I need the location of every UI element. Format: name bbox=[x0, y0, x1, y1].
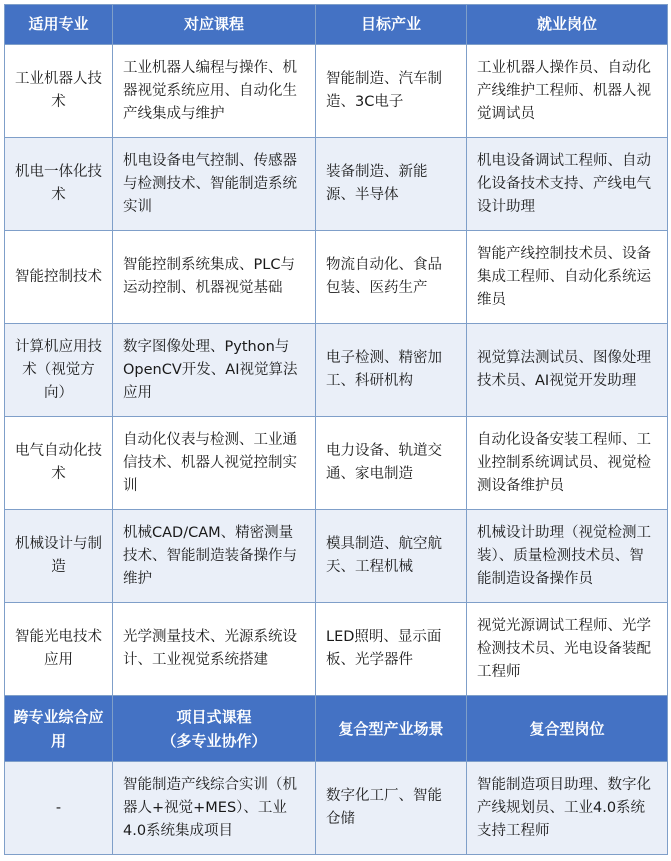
header-jobs: 就业岗位 bbox=[467, 5, 668, 45]
major-cell: 机械设计与制造 bbox=[5, 510, 113, 603]
jobs-cell: 智能产线控制技术员、设备集成工程师、自动化系统运维员 bbox=[467, 231, 668, 324]
courses-cell: 自动化仪表与检测、工业通信技术、机器人视觉控制实训 bbox=[113, 417, 316, 510]
header2-courses: 项目式课程 （多专业协作） bbox=[113, 696, 316, 762]
table-row bbox=[5, 45, 668, 138]
jobs-cell: 机械设计助理（视觉检测工装）、质量检测技术员、智能制造设备操作员 bbox=[467, 510, 668, 603]
major-cell: 计算机应用技术（视觉方向） bbox=[5, 324, 113, 417]
major-cell: 智能光电技术应用 bbox=[5, 603, 113, 696]
courses-cell: 机械CAD/CAM、精密测量技术、智能制造装备操作与维护 bbox=[113, 510, 316, 603]
table-row bbox=[5, 417, 668, 510]
jobs-cell: 机电设备调试工程师、自动化设备技术支持、产线电气设计助理 bbox=[467, 138, 668, 231]
table-row bbox=[5, 324, 668, 417]
major-course-industry-table bbox=[4, 4, 668, 855]
table-row bbox=[5, 762, 668, 855]
header2-industry: 复合型产业场景 bbox=[316, 696, 467, 762]
major-cell: 机电一体化技术 bbox=[5, 138, 113, 231]
header-major: 适用专业 bbox=[5, 5, 113, 45]
major-cell: 电气自动化技术 bbox=[5, 417, 113, 510]
courses-cell: 光学测量技术、光源系统设计、工业视觉系统搭建 bbox=[113, 603, 316, 696]
jobs-cell: 视觉算法测试员、图像处理技术员、AI视觉开发助理 bbox=[467, 324, 668, 417]
industry-cell: 智能制造、汽车制造、3C电子 bbox=[316, 45, 467, 138]
courses-cell: 智能控制系统集成、PLC与运动控制、机器视觉基础 bbox=[113, 231, 316, 324]
industry-cell: 物流自动化、食品包装、医药生产 bbox=[316, 231, 467, 324]
jobs-cell: 自动化设备安装工程师、工业控制系统调试员、视觉检测设备维护员 bbox=[467, 417, 668, 510]
major-cell: - bbox=[5, 762, 113, 855]
jobs-cell: 智能制造项目助理、数字化产线规划员、工业4.0系统支持工程师 bbox=[467, 762, 668, 855]
courses-cell: 智能制造产线综合实训（机器人+视觉+MES）、工业4.0系统集成项目 bbox=[113, 762, 316, 855]
major-cell: 智能控制技术 bbox=[5, 231, 113, 324]
header-row bbox=[5, 5, 668, 45]
industry-cell: 装备制造、新能源、半导体 bbox=[316, 138, 467, 231]
industry-cell: 电力设备、轨道交通、家电制造 bbox=[316, 417, 467, 510]
table-row bbox=[5, 138, 668, 231]
courses-cell: 机电设备电气控制、传感器与检测技术、智能制造系统实训 bbox=[113, 138, 316, 231]
jobs-cell: 工业机器人操作员、自动化产线维护工程师、机器人视觉调试员 bbox=[467, 45, 668, 138]
industry-cell: 模具制造、航空航天、工程机械 bbox=[316, 510, 467, 603]
header-industry: 目标产业 bbox=[316, 5, 467, 45]
industry-cell: LED照明、显示面板、光学器件 bbox=[316, 603, 467, 696]
cross-major-header-row bbox=[5, 696, 668, 762]
header-courses: 对应课程 bbox=[113, 5, 316, 45]
table-row bbox=[5, 510, 668, 603]
courses-cell: 工业机器人编程与操作、机器视觉系统应用、自动化生产线集成与维护 bbox=[113, 45, 316, 138]
table-row bbox=[5, 231, 668, 324]
header2-jobs: 复合型岗位 bbox=[467, 696, 668, 762]
header2-major: 跨专业综合应用 bbox=[5, 696, 113, 762]
courses-cell: 数字图像处理、Python与OpenCV开发、AI视觉算法应用 bbox=[113, 324, 316, 417]
table-row bbox=[5, 603, 668, 696]
major-cell: 工业机器人技术 bbox=[5, 45, 113, 138]
jobs-cell: 视觉光源调试工程师、光学检测技术员、光电设备装配工程师 bbox=[467, 603, 668, 696]
industry-cell: 数字化工厂、智能仓储 bbox=[316, 762, 467, 855]
industry-cell: 电子检测、精密加工、科研机构 bbox=[316, 324, 467, 417]
